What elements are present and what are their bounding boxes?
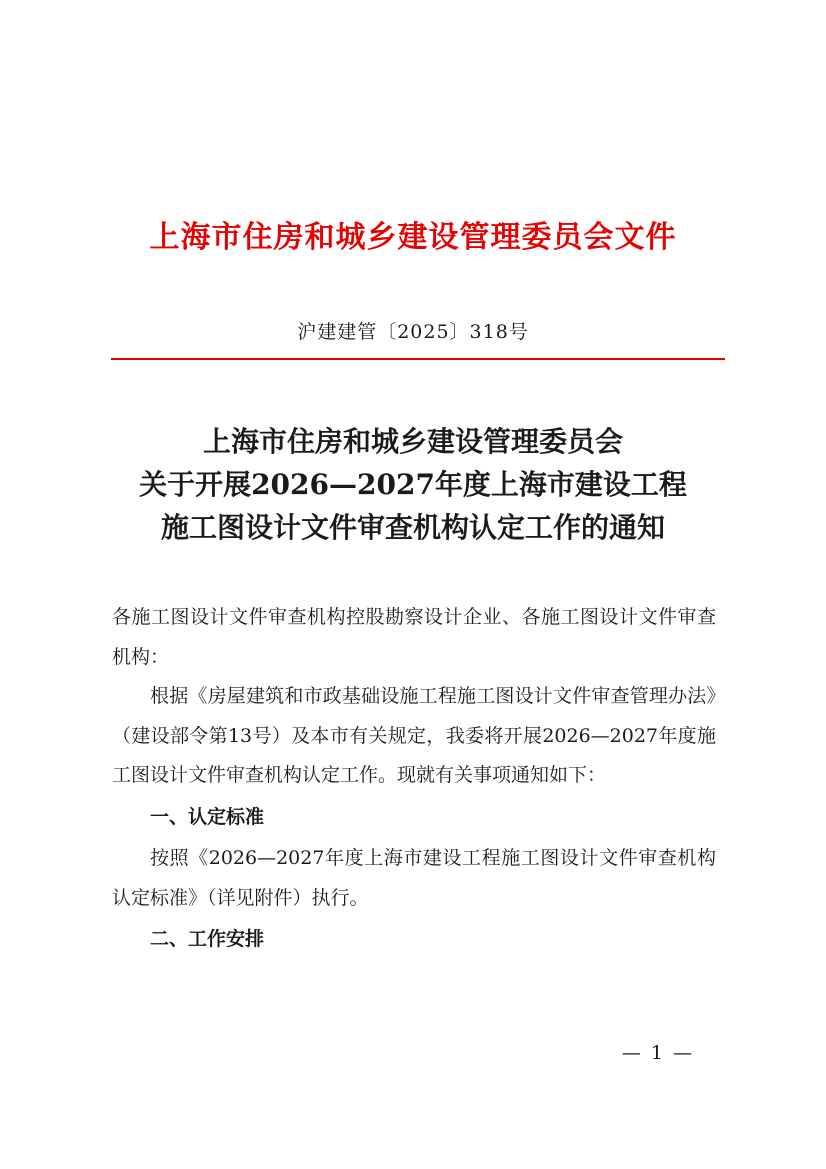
notice-title-line-2: 关于开展2026—2027年度上海市建设工程 — [139, 468, 687, 501]
section-1-paragraph: 按照《2026—2027年度上海市建设工程施工图设计文件审查机构认定标准》（详见附件）执行。 — [112, 847, 716, 909]
section-1-heading: 一、认定标准 — [150, 805, 265, 828]
notice-body — [112, 598, 716, 962]
notice-title — [0, 420, 826, 549]
document-number: 沪建建管〔2025〕318号 — [297, 321, 529, 343]
issuer-title: 上海市住房和城乡建设管理委员会文件 — [149, 220, 677, 255]
red-divider-line — [111, 358, 725, 360]
page-number: — 1 — — [621, 1042, 694, 1064]
addressee-paragraph: 各施工图设计文件审查机构控股勘察设计企业、各施工图设计文件审查机构： — [112, 606, 716, 668]
notice-title-line-1: 上海市住房和城乡建设管理委员会 — [202, 425, 623, 458]
section-2-heading: 二、工作安排 — [150, 928, 265, 950]
intro-paragraph: 根据《房屋建筑和市政基础设施工程施工图设计文件审查管理办法》（建设部令第13号）及本市有关规定，我委将开展2026—2027年度施工图设计文件审查机构认定工作。现就有关事项通知如下： — [112, 685, 716, 786]
notice-title-line-3: 施工图设计文件审查机构认定工作的通知 — [160, 511, 665, 544]
